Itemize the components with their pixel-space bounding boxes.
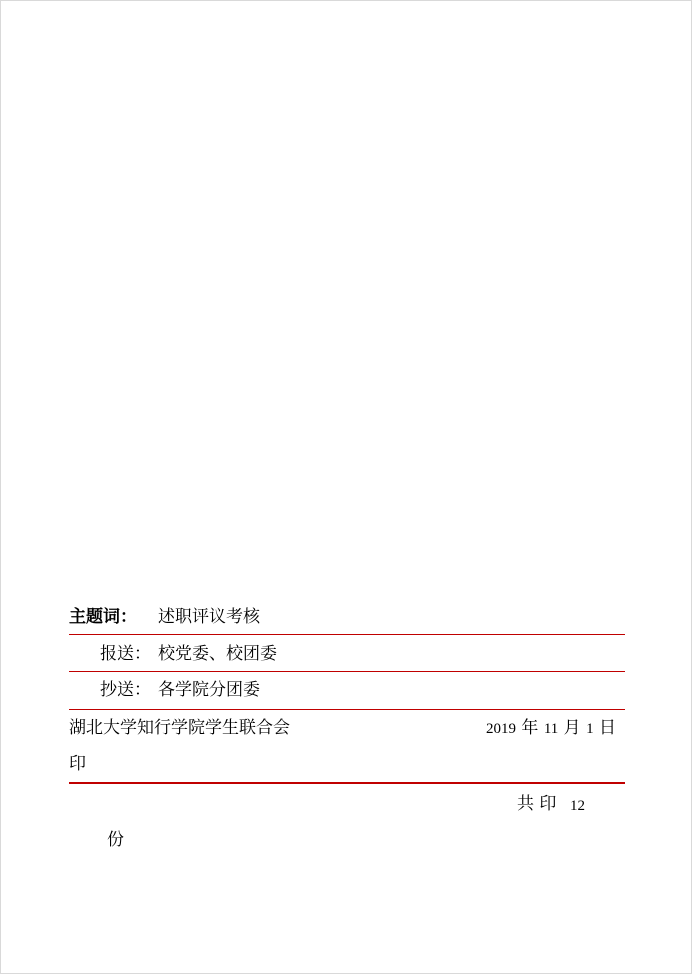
divider-line [69,671,625,672]
issuer-print-char: 印 [69,754,86,774]
report-to-value: 校党委、校团委 [158,644,277,664]
divider-line-bold [69,782,625,784]
copy-to-value: 各学院分团委 [158,680,260,700]
copies-prefix: 共 印 [517,794,557,814]
copies-count: 12 [570,798,585,814]
subject-label: 主题词： [69,607,137,627]
copy-to-label: 抄送： [100,680,151,700]
divider-line [69,634,625,635]
issue-date: 2019 年 11 月 1 日 [486,718,616,738]
divider-line [69,709,625,710]
issuer-name: 湖北大学知行学院学生联合会 [69,718,290,738]
report-to-label: 报送： [100,644,151,664]
subject-value: 述职评议考核 [158,607,260,627]
copies-suffix: 份 [107,830,124,850]
